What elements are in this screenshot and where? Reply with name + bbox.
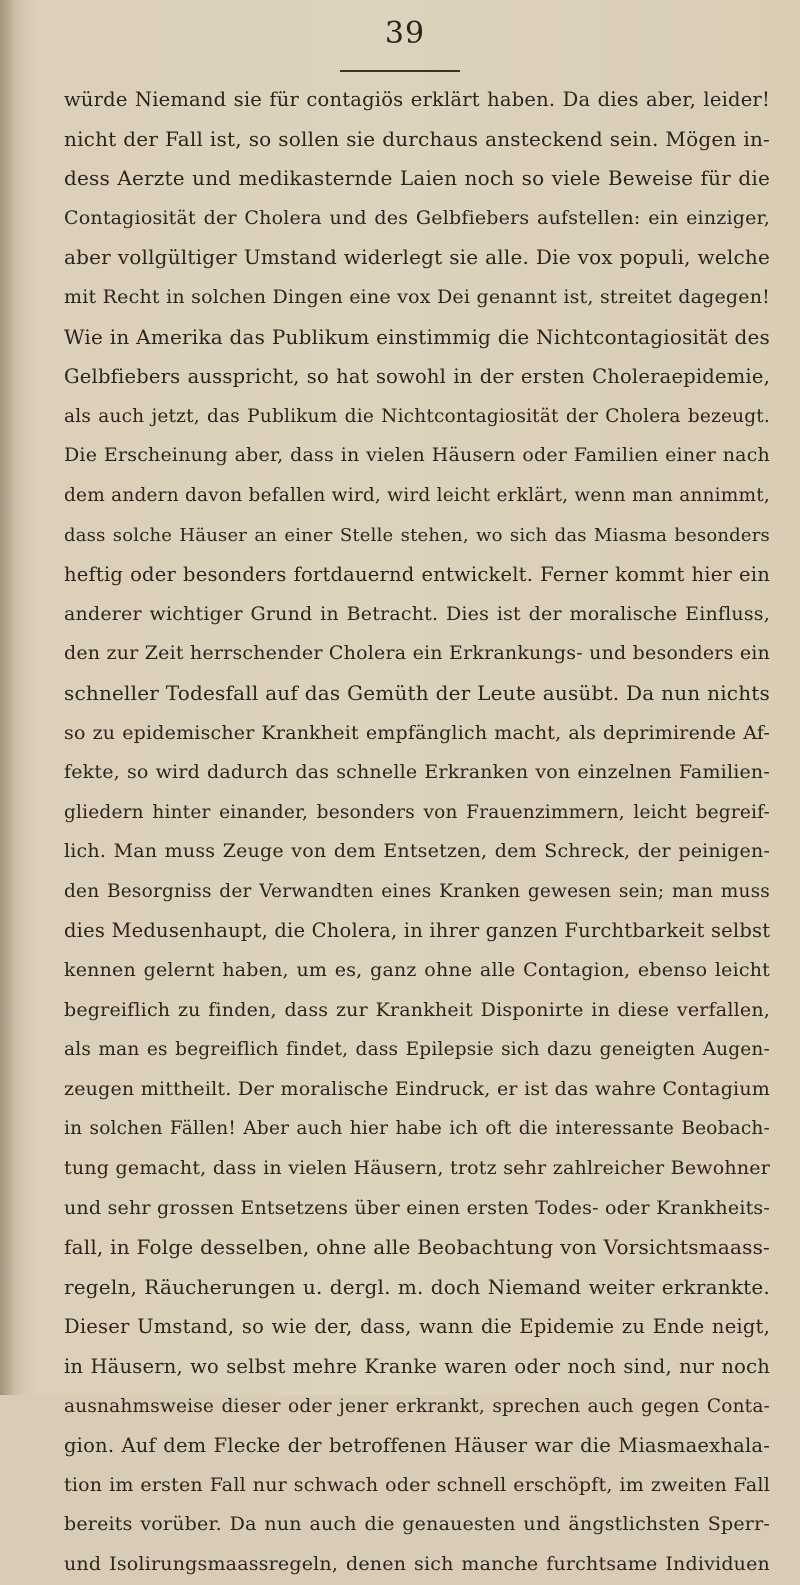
header-rule [340, 70, 460, 72]
text-line: Contagiosität der Cholera und des Gelbfiebers aufstellen: ein einziger, [64, 206, 770, 229]
text-line: zeugen mittheilt. Der moralische Eindruck, er ist das wahre Contagium [64, 1077, 770, 1100]
text-line: und Isolirungsmaassregeln, denen sich manche furchtsame Individuen [64, 1552, 770, 1575]
text-line: schneller Todesfall auf das Gemüth der Leute ausübt. Da nun nichts [64, 680, 770, 705]
text-line: tion im ersten Fall nur schwach oder schnell erschöpft, im zweiten Fall [64, 1473, 770, 1496]
text-line: Dieser Umstand, so wie der, dass, wann die Epidemie zu Ende neigt, [64, 1315, 770, 1339]
text-line: aber vollgültiger Umstand widerlegt sie alle. Die vox populi, welche [64, 245, 770, 270]
text-line: als man es begreiflich findet, dass Epilepsie sich dazu geneigten Augen- [64, 1039, 770, 1061]
text-line: den Besorgniss der Verwandten eines Kranken gewesen sein; man muss [64, 880, 770, 902]
text-line: mit Recht in solchen Dingen eine vox Dei genannt ist, streitet dagegen! [64, 285, 770, 308]
text-line: als auch jetzt, das Publikum die Nichtcontagiosität der Cholera bezeugt. [64, 405, 770, 427]
text-line: heftig oder besonders fortdauernd entwickelt. Ferner kommt hier ein [64, 563, 770, 587]
text-line: kennen gelernt haben, um es, ganz ohne alle Contagion, ebenso leicht [64, 959, 770, 982]
text-line: lich. Man muss Zeuge von dem Entsetzen, dem Schreck, der peinigen- [64, 840, 770, 863]
page-number: 39 [384, 16, 426, 51]
text-line: dass solche Häuser an einer Stelle stehen, wo sich das Miasma besonders [64, 524, 770, 546]
text-line: Die Erscheinung aber, dass in vielen Häusern oder Familien einer nach [64, 444, 770, 467]
text-line: begreiflich zu finden, dass zur Krankheit Disponirte in diese verfallen, [64, 998, 770, 1021]
text-line: würde Niemand sie für contagiös erklärt haben. Da dies aber, leider! [64, 88, 770, 111]
text-line: dem andern davon befallen wird, wird leicht erklärt, wenn man annimmt, [64, 484, 770, 506]
text-line: fall, in Folge desselben, ohne alle Beobachtung von Vorsichtsmaass- [64, 1235, 770, 1260]
text-line: anderer wichtiger Grund in Betracht. Dies ist der moralische Einfluss, [64, 602, 770, 625]
text-line: dess Aerzte und medikasternde Laien noch so viele Beweise für die [64, 166, 770, 191]
body-text [64, 80, 770, 1585]
text-line: und sehr grossen Entsetzens über einen ersten Todes- oder Krankheits- [64, 1196, 770, 1219]
text-line: in solchen Fällen! Aber auch hier habe ich oft die interessante Beobach- [64, 1118, 770, 1140]
text-line: Wie in Amerika das Publikum einstimmig die Nichtcontagiosität des [64, 324, 770, 349]
text-line: gliedern hinter einander, besonders von Frauenzimmern, leicht begreif- [64, 801, 770, 823]
text-line: nicht der Fall ist, so sollen sie durchaus ansteckend sein. Mögen in- [64, 126, 770, 151]
text-line: bereits vorüber. Da nun auch die genauesten und ängstlichsten Sperr- [64, 1513, 770, 1536]
text-line: tung gemacht, dass in vielen Häusern, trotz sehr zahlreicher Bewohner [64, 1157, 770, 1180]
text-line: so zu epidemischer Krankheit empfänglich macht, als deprimirende Af- [64, 721, 770, 744]
text-line: den zur Zeit herrschender Cholera ein Erkrankungs- und besonders ein [64, 642, 770, 665]
text-line: regeln, Räucherungen u. dergl. m. doch Niemand weiter erkrankte. [64, 1274, 770, 1299]
binding-gutter-shadow [0, 0, 28, 1395]
text-line: fekte, so wird dadurch das schnelle Erkranken von einzelnen Familien- [64, 761, 770, 784]
text-line: dies Medusenhaupt, die Cholera, in ihrer ganzen Furchtbarkeit selbst [64, 919, 771, 943]
text-line: Gelbfiebers ausspricht, so hat sowohl in der ersten Choleraepidemie, [64, 365, 770, 389]
text-line: in Häusern, wo selbst mehre Kranke waren oder noch sind, nur noch [64, 1355, 770, 1378]
text-line: gion. Auf dem Flecke der betroffenen Häuser war die Miasmaexhala- [64, 1434, 770, 1458]
text-line: ausnahmsweise dieser oder jener erkrankt, sprechen auch gegen Conta- [64, 1395, 770, 1417]
